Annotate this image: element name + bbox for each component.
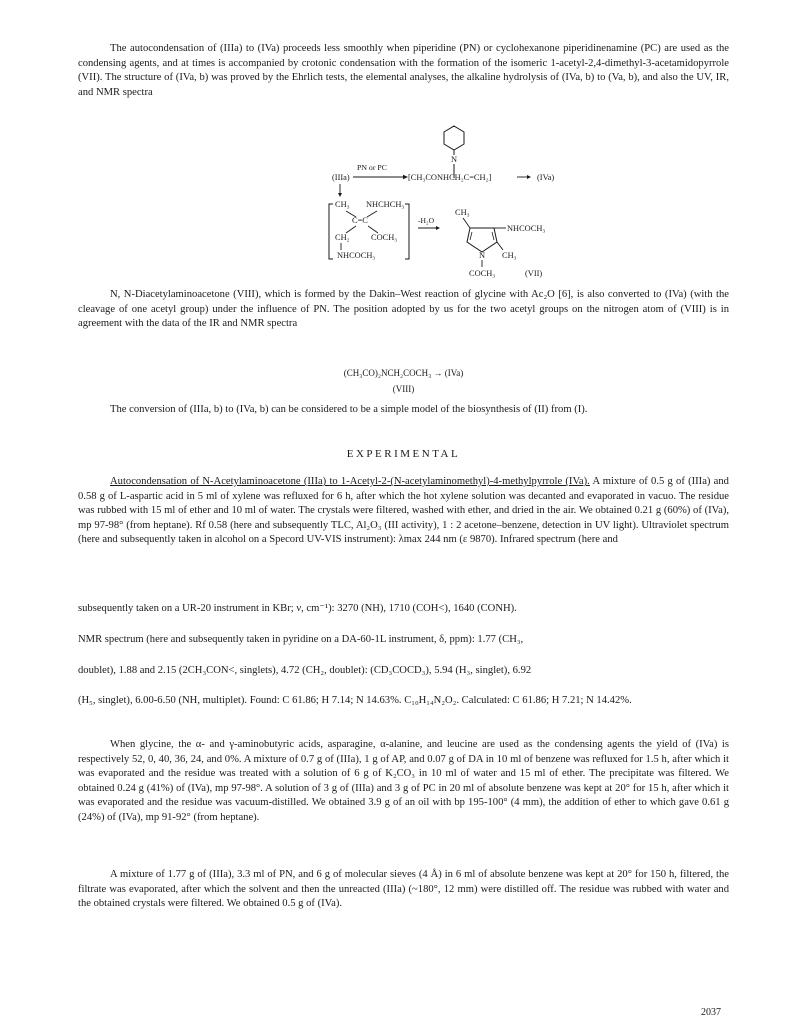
product-label: (IVa) bbox=[537, 173, 555, 182]
paragraph-biosynthesis: The conversion of (IIIa, b) to (IVa, b) can be considered to be a simple model of the biosynthesis of (II) from (I). bbox=[110, 404, 588, 415]
paragraph-diacetyl: N, N-Diacetylaminoacetone (VIII), which is formed by the Dakin–West reaction of glycine with Ac₂O [6], is also converted to (IVa) (with the cleavage of one acetyl group) under the influence of PN. The position adopted by us for the two acetyl groups on the nitrogen atom of (VIII) is in agreement with the data of the IR and NMR spectra bbox=[78, 289, 729, 330]
procedure-title: Autocondensation of N-Acetylaminoacetone (IIIa) to 1-Acetyl-2-(N-acetylaminomethyl)-4-methylpyrrole (IVa). bbox=[110, 476, 590, 487]
nmr-values-line: doublet), 1.88 and 2.15 (2CH₃CON<, singlets), 4.72 (CH₂, doublet): (CD₃COCD₃), 5.94 (H₃, singlet), 6.92 bbox=[78, 665, 532, 676]
pyrrole-n-label: N bbox=[479, 251, 486, 260]
compound-vii-label: (VII) bbox=[525, 269, 543, 278]
analysis-line: (H₅, singlet), 6.00-6.50 (NH, multiplet). Found: C 61.86; H 7.14; N 14.63%. C₁₀H₁₄N₂O₂. Calculated: C 61.86; H 7.21; N 14.42%. bbox=[78, 695, 632, 706]
pyrrole-ring bbox=[467, 228, 497, 252]
cc-label: C=C bbox=[352, 216, 368, 225]
intermediate-label: [CH₃CONHCH₂C=CH₂] bbox=[408, 173, 492, 182]
section-heading: EXPERIMENTAL bbox=[346, 448, 461, 460]
reactant-label: (IIIa) bbox=[332, 173, 350, 182]
reagent-label: PN or PC bbox=[357, 163, 387, 172]
nmr-spectrum-line: NMR spectrum (here and subsequently taken in pyridine on a DA-60-1L instrument, δ, ppm): 1.77 (CH₃, bbox=[78, 634, 524, 645]
paragraph-experimental-1 bbox=[78, 475, 729, 548]
pyrrole-ch3-label: CH₃ bbox=[502, 251, 517, 260]
pyrrole-ch3-top-label: CH₃ bbox=[455, 208, 470, 217]
pyrrole-coch3-label: COCH₃ bbox=[469, 269, 496, 278]
ch3-left-label: CH₃ bbox=[335, 200, 350, 209]
procedure-body: A mixture of 0.5 g of (IIIa) and 0.58 g of L-aspartic acid in 5 ml of xylene was refluxed for 6 h, after which the hot xylene solution was decanted and evaporated in vacuo. The residue was rubbed with 15 ml of ether and 10 ml of water. The crystals were filtered, washed with ether, and dried in the air. We obtained 0.21 g (60%) of (IVa), mp 97-98° (from heptane). Rf 0.58 (here and subsequently TLC, Al₂O₃ (III activity), 1 : 2 acetone–benzene, detection in UV light). Ultraviolet spectrum (here and subsequently taken in alcohol on a Specord UV-VIS instrument): λmax 244 nm (ε 9870). Infrared spectrum (here and bbox=[78, 476, 729, 546]
paragraph-condensing-agents: When glycine, the α- and γ-aminobutyric acids, asparagine, α-alanine, and leucine are used as the condensing agents the yield of (IVa) is respectively 52, 0, 40, 36, 24, and 0%. A mixture of 0.7 g of (IIIa), 1 g of AP, and 0.07 g of DA in 10 ml of benzene was refluxed for 1.5 h, after which it was evaporated and the residue was treated with a solution of 6 g of K₂CO₃ in 10 ml of water and 15 ml of ether. The precipitate was filtered. We obtained 0.24 g (41%) of (IVa), mp 97-98°. A solution of 3 g of (IIIa) and 3 g of PC in 20 ml of absolute benzene was kept at 20° for 15 h, after which it was evaporated and the residue was vacuum-distilled. We obtained 3.9 g of an oil with bp 195-100° (4 mm), the addition of ether to which gave 0.61 g (24%) of (IVa), mp 91-92° (from heptane). bbox=[78, 739, 729, 823]
scheme-2-equation: (CH₃CO)₂NCH₂COCH₃ → (IVa) bbox=[343, 368, 464, 378]
nhchch3-label: NHCHCH₃ bbox=[366, 200, 405, 209]
minus-h2o-label: -H₂O bbox=[418, 216, 435, 225]
bracket-left bbox=[329, 204, 333, 259]
paragraph-intro: The autocondensation of (IIIa) to (IVa) proceeds less smoothly when piperidine (PN) or cyclohexanone piperidinenamine (PC) are used as the condensing agents, and at times is accompanied by crotonic condensation with the formation of the isomeric 1-acetyl-2,4-dimethyl-3-acetamidopyrrole (VII). The structure of (IVa, b) was proved by the Ehrlich tests, the elemental analyses, the alkaline hydrolysis of (IVa, b) to (Va, b), and also the UV, IR, and NMR spectra bbox=[78, 43, 729, 98]
ring-n-label: N bbox=[451, 155, 458, 164]
ir-spectrum-line: subsequently taken on a UR-20 instrument in KBr; ν, cm⁻¹): 3270 (NH), 1710 (COH<), 1640 (CONH). bbox=[78, 603, 517, 614]
piperidine-ring bbox=[444, 126, 464, 150]
reaction-scheme-1 bbox=[0, 0, 807, 300]
scheme-2-label: (VIII) bbox=[392, 384, 415, 394]
paragraph-molecular-sieves: A mixture of 1.77 g of (IIIa), 3.3 ml of PN, and 6 g of molecular sieves (4 Å) in 6 ml of absolute benzene was kept at 20° for 150 h, filtered, the filtrate was evaporated, after which the solvent and then the unreacted (IIIa) (~180°, 12 mm) were distilled off. The residue was rubbed with water and the obtained crystals were filtered. We obtained 0.5 g of (IVa). bbox=[78, 869, 729, 910]
bracket-right bbox=[405, 204, 409, 259]
page-number: 2037 bbox=[701, 1007, 721, 1018]
pyrrole-nhcoch3-label: NHCOCH₃ bbox=[507, 224, 546, 233]
coch3-label: COCH₃ bbox=[371, 233, 398, 242]
ch2-label: CH₂ bbox=[335, 233, 350, 242]
nhcoch3-label: NHCOCH₃ bbox=[337, 251, 376, 260]
